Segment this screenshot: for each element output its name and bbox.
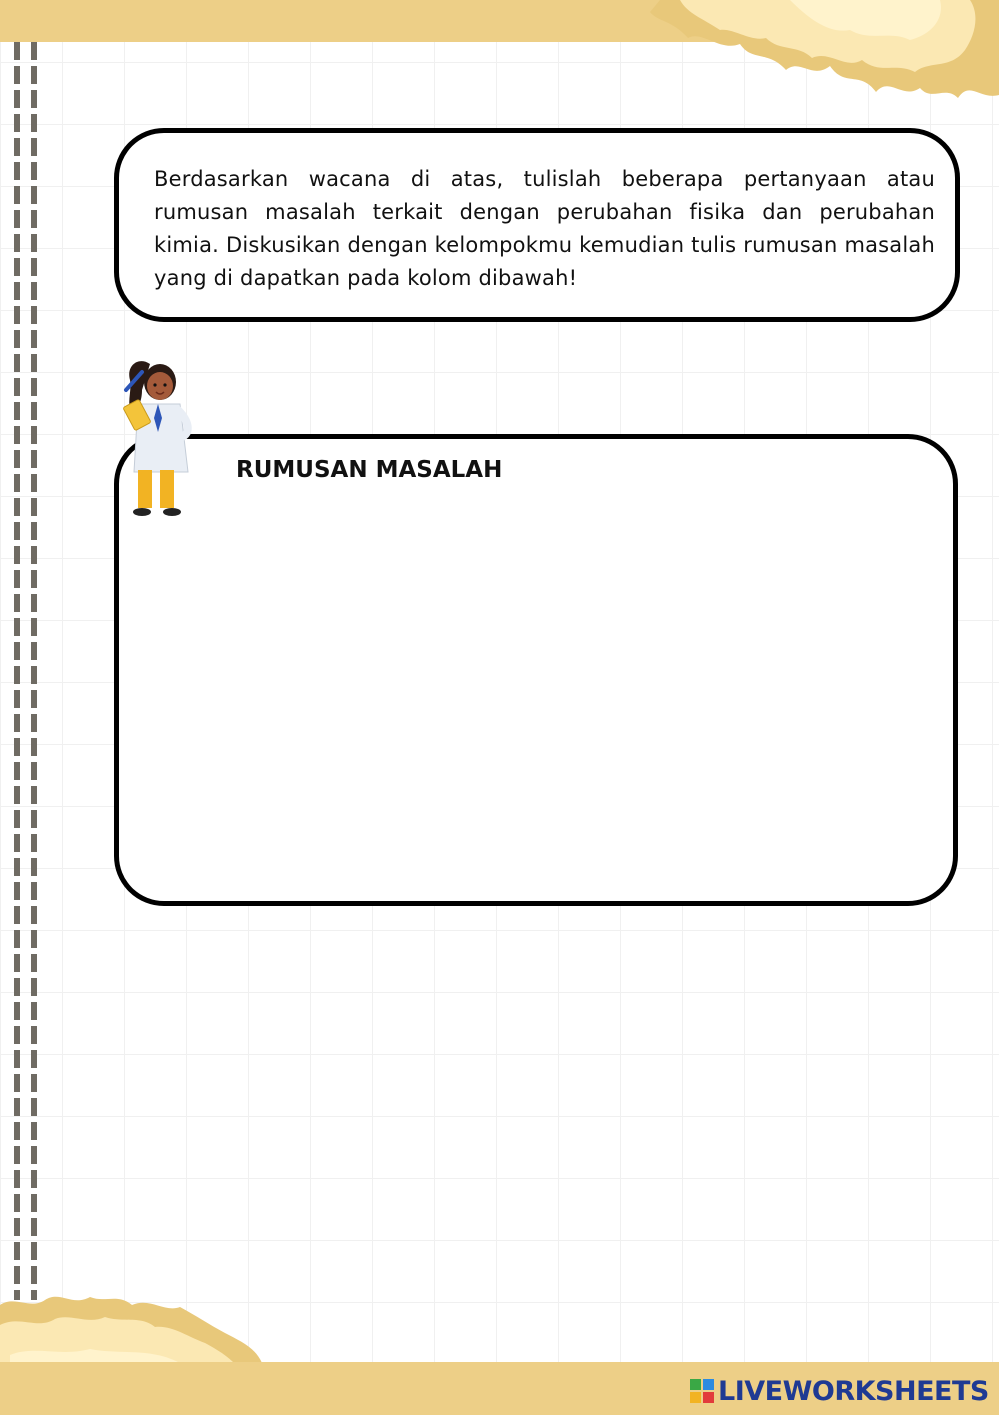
top-paint-splash <box>640 0 999 105</box>
liveworksheets-logo-icon <box>690 1379 714 1403</box>
dashed-border-line-left <box>14 42 20 1300</box>
instruction-text: Berdasarkan wacana di atas, tulislah beberapa pertanyaan atau rumusan masalah terkait dengan perubahan fisika dan perubahan kimia. Diskusikan dengan kelompokmu kemudian tulis rumusan masalah yang di dapatkan pada kolom dibawah! <box>154 167 935 290</box>
dashed-border-line-right <box>31 42 37 1300</box>
instruction-box <box>114 128 960 322</box>
liveworksheets-brand-text: LIVEWORKSHEETS <box>718 1375 989 1407</box>
answer-input-area[interactable] <box>150 500 930 880</box>
answer-box-title: RUMUSAN MASALAH <box>236 457 503 483</box>
liveworksheets-brand <box>690 1373 989 1409</box>
scientist-girl-illustration <box>108 352 198 522</box>
